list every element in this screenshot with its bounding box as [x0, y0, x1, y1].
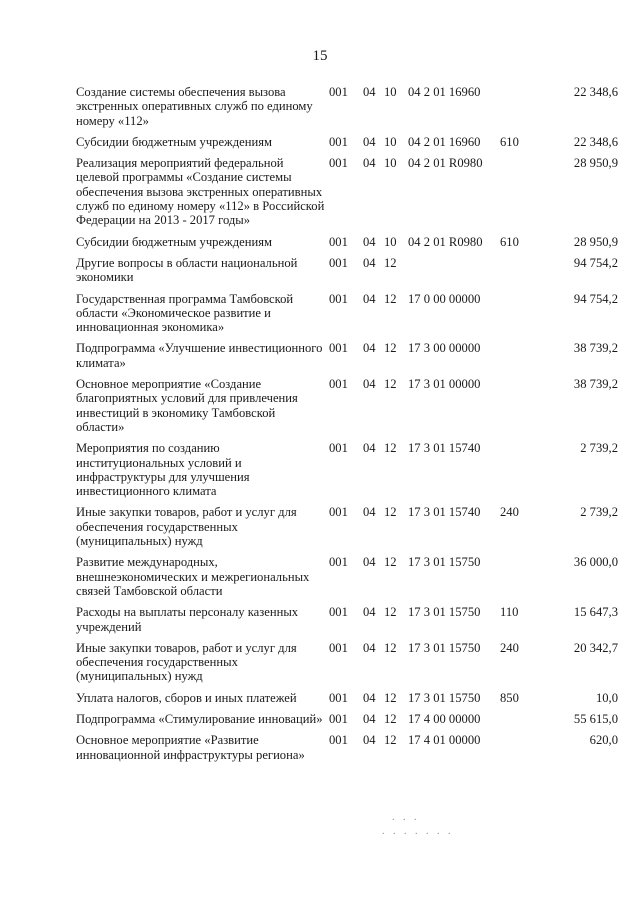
amount: 94 754,2 — [573, 291, 618, 306]
department-code: 001 — [329, 234, 348, 249]
subsection-code: 12 — [384, 605, 397, 620]
expense-item-name: Другие вопросы в области национальной экономики — [76, 255, 298, 285]
subsection-code: 12 — [384, 555, 397, 570]
expense-item-name: Основное мероприятие «Создание благоприятных условий для привлечения инвестиций в экономику Тамбовской области» — [76, 377, 298, 434]
section-code: 04 — [363, 505, 376, 520]
section-code: 04 — [363, 341, 376, 356]
expense-item-name: Реализация мероприятий федеральной целевой программы «Создание системы обеспечения вызова экстренных оперативных служб по единому номеру «112» в Российской Федерации на 2013 - 2017 годы» — [76, 156, 325, 228]
target-article-code: 04 2 01 R0980 — [408, 156, 483, 171]
expense-item-name: Мероприятия по созданию институциональных условий и инфраструктуры для улучшения инвестиционного климата — [76, 441, 250, 499]
target-article-code: 17 3 00 00000 — [408, 341, 481, 356]
amount: 28 950,9 — [573, 156, 618, 171]
budget-expenditure-table — [76, 85, 618, 769]
department-code: 001 — [329, 605, 348, 620]
table-row — [76, 292, 618, 342]
subsection-code: 12 — [384, 640, 397, 655]
amount: 38 739,2 — [573, 341, 618, 356]
table-row — [76, 341, 618, 377]
department-code: 001 — [329, 156, 348, 171]
section-code: 04 — [363, 377, 376, 392]
target-article-code: 17 3 01 15750 — [408, 555, 481, 570]
expense-type-code — [500, 377, 540, 441]
expense-item-name: Основное мероприятие «Развитие инновационной инфраструктуры региона» — [76, 733, 305, 762]
table-row — [76, 156, 618, 234]
expense-type-code: 610 — [500, 234, 519, 249]
page-number: 15 — [312, 48, 328, 64]
amount: 22 348,6 — [573, 134, 618, 149]
department-code: 001 — [329, 555, 348, 570]
target-article-code: 17 4 01 00000 — [408, 733, 481, 748]
department-code: 001 — [329, 640, 348, 655]
expense-type-code — [500, 292, 540, 342]
target-article-code — [408, 256, 500, 292]
subsection-code: 12 — [384, 341, 397, 356]
expense-type-code — [500, 733, 540, 769]
amount: 36 000,0 — [573, 555, 618, 570]
section-code: 04 — [363, 441, 376, 456]
subsection-code: 12 — [384, 733, 397, 748]
subsection-code: 12 — [384, 690, 397, 705]
subsection-code: 10 — [384, 85, 397, 99]
section-code: 04 — [363, 134, 376, 149]
target-article-code: 17 4 00 00000 — [408, 711, 481, 726]
table-row — [76, 235, 618, 256]
table-row — [76, 256, 618, 292]
section-code: 04 — [363, 291, 376, 306]
expense-item-name: Иные закупки товаров, работ и услуг для обеспечения государственных (муниципальных) нужд — [76, 640, 297, 684]
expense-item-name: Иные закупки товаров, работ и услуг для обеспечения государственных (муниципальных) нужд — [76, 505, 297, 549]
subsection-code: 12 — [384, 505, 397, 520]
table-row — [76, 441, 618, 505]
expense-type-code: 240 — [500, 640, 519, 655]
department-code: 001 — [329, 441, 348, 456]
expense-type-code — [500, 441, 540, 505]
section-code: 04 — [363, 156, 376, 171]
expense-item-name: Развитие международных, внешнеэкономических и межрегиональных связей Тамбовской области — [76, 555, 310, 598]
expense-type-code — [500, 555, 540, 605]
scan-artifact: . . . — [392, 812, 420, 823]
amount: 55 615,0 — [573, 711, 618, 726]
department-code: 001 — [329, 134, 348, 149]
amount: 28 950,9 — [573, 234, 618, 249]
subsection-code: 10 — [384, 156, 397, 171]
table-row — [76, 85, 618, 135]
amount: 2 739,2 — [580, 505, 618, 520]
expense-type-code — [500, 85, 540, 135]
department-code: 001 — [329, 291, 348, 306]
table-row — [76, 605, 618, 641]
section-code: 04 — [363, 733, 376, 748]
section-code: 04 — [363, 234, 376, 249]
expense-type-code — [500, 256, 540, 292]
department-code: 001 — [329, 733, 348, 748]
amount: 22 348,6 — [573, 85, 618, 99]
amount: 2 739,2 — [580, 441, 618, 456]
expense-item-name: Подпрограмма «Улучшение инвестиционного климата» — [76, 341, 323, 370]
amount: 20 342,7 — [573, 640, 618, 655]
table-row — [76, 733, 618, 769]
subsection-code: 10 — [384, 234, 397, 249]
department-code: 001 — [329, 711, 348, 726]
subsection-code: 12 — [384, 291, 397, 306]
subsection-code: 12 — [384, 377, 397, 392]
target-article-code: 17 3 01 15750 — [408, 605, 481, 620]
target-article-code: 17 3 01 15740 — [408, 505, 481, 520]
scan-artifact: . . . . . . . — [382, 826, 454, 837]
section-code: 04 — [363, 690, 376, 705]
expense-item-name: Субсидии бюджетным учреждениям — [76, 234, 272, 249]
expense-item-name: Расходы на выплаты персоналу казенных учреждений — [76, 605, 299, 634]
department-code: 001 — [329, 255, 348, 270]
department-code: 001 — [329, 690, 348, 705]
target-article-code: 17 3 01 15740 — [408, 441, 481, 456]
department-code: 001 — [329, 505, 348, 520]
expense-item-name: Подпрограмма «Стимулирование инноваций» — [76, 711, 323, 726]
expense-item-name: Создание системы обеспечения вызова экстренных оперативных служб по единому номеру «112» — [76, 85, 313, 128]
expense-type-code: 610 — [500, 134, 519, 149]
target-article-code: 17 3 01 00000 — [408, 377, 481, 392]
table-row — [76, 505, 618, 555]
target-article-code: 17 3 01 15750 — [408, 640, 481, 655]
department-code: 001 — [329, 377, 348, 392]
subsection-code: 12 — [384, 711, 397, 726]
subsection-code: 10 — [384, 134, 397, 149]
section-code: 04 — [363, 640, 376, 655]
target-article-code: 04 2 01 16960 — [408, 85, 481, 99]
amount: 620,0 — [589, 733, 618, 748]
expense-type-code: 240 — [500, 505, 519, 520]
amount: 15 647,3 — [573, 605, 618, 620]
expense-type-code: 110 — [500, 605, 519, 620]
expense-type-code — [500, 156, 540, 234]
department-code: 001 — [329, 85, 348, 99]
expense-item-name: Уплата налогов, сборов и иных платежей — [76, 690, 297, 705]
subsection-code: 12 — [384, 255, 397, 270]
target-article-code: 04 2 01 16960 — [408, 134, 481, 149]
target-article-code: 17 0 00 00000 — [408, 291, 481, 306]
department-code: 001 — [329, 341, 348, 356]
section-code: 04 — [363, 605, 376, 620]
amount: 38 739,2 — [573, 377, 618, 392]
section-code: 04 — [363, 555, 376, 570]
section-code: 04 — [363, 85, 376, 99]
table-row — [76, 135, 618, 156]
amount: 10,0 — [595, 690, 618, 705]
table-row — [76, 555, 618, 605]
subsection-code: 12 — [384, 441, 397, 456]
table-row — [76, 641, 618, 691]
table-row — [76, 712, 618, 733]
expense-item-name: Государственная программа Тамбовской области «Экономическое развитие и инновационная экономика» — [76, 291, 294, 335]
expense-type-code — [500, 712, 540, 733]
amount: 94 754,2 — [573, 255, 618, 270]
table-row — [76, 691, 618, 712]
expense-item-name: Субсидии бюджетным учреждениям — [76, 134, 272, 149]
expense-type-code: 850 — [500, 690, 519, 705]
expense-type-code — [500, 341, 540, 377]
section-code: 04 — [363, 255, 376, 270]
section-code: 04 — [363, 711, 376, 726]
table-row — [76, 377, 618, 441]
target-article-code: 17 3 01 15750 — [408, 690, 481, 705]
target-article-code: 04 2 01 R0980 — [408, 234, 483, 249]
